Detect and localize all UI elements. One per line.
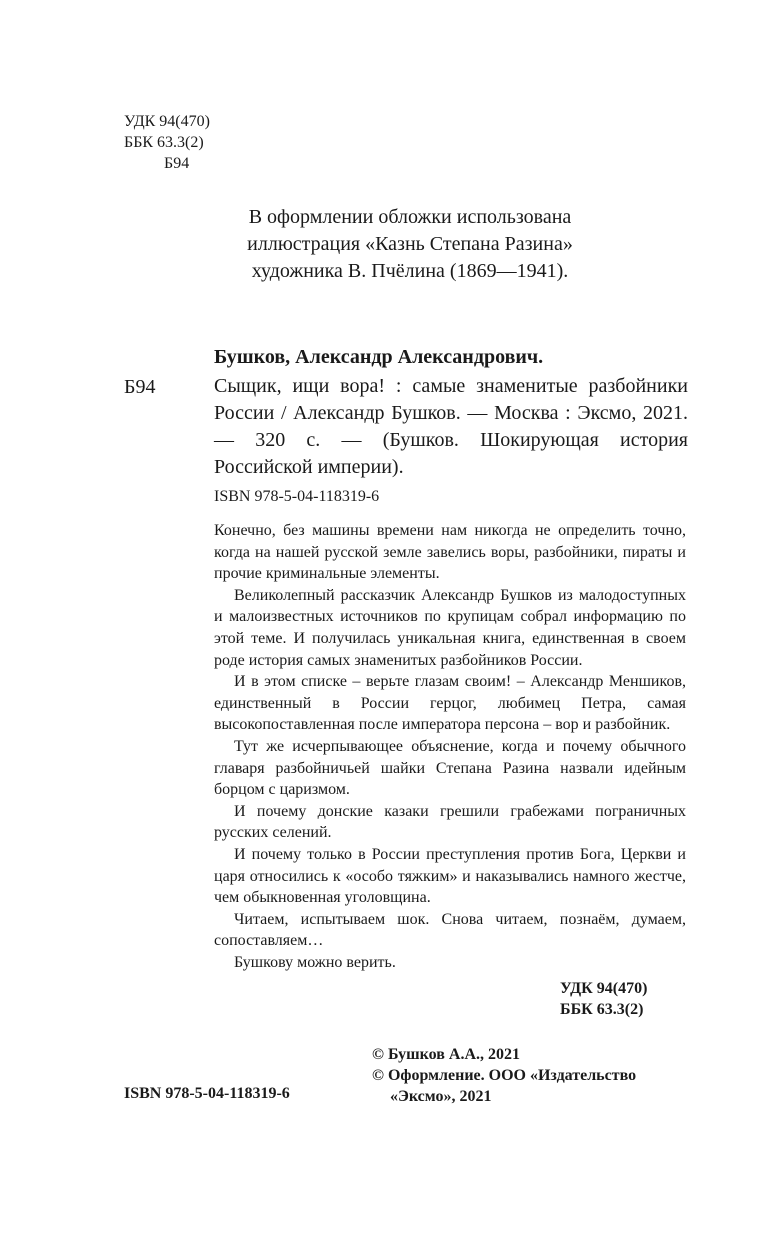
udk-code: УДК 94(470): [560, 980, 648, 997]
author-mark: Б94: [164, 155, 190, 172]
annotation-paragraph: Конечно, без машины времени нам никогда не определить точно, когда на нашей русской земле завелись воры, разбойники, пираты и прочие криминальные элементы.: [214, 522, 686, 583]
bbk-code: ББК 63.3(2): [124, 134, 204, 151]
udk-code: УДК 94(470): [124, 113, 210, 130]
isbn-record: ISBN 978-5-04-118319-6: [214, 488, 380, 505]
annotation-paragraph: Читаем, испытываем шок. Снова читаем, познаём, думаем, сопоставляем…: [214, 910, 686, 950]
annotation-paragraph: Бушкову можно верить.: [234, 953, 396, 971]
annotation-paragraph: Великолепный рассказчик Александр Бушков из малодоступных и малоизвестных источников по крупицам собрал информацию по этой теме. И получилась уникальная книга, единственная в своем роде история самых знаменитых разбойников России.: [214, 586, 686, 669]
annotation-paragraph: И в этом списке – верьте глазам своим! – Александр Меншиков, единственный в России герцог, любимец Петра, самая высокопоставленная после императора персона – вор и разбойник.: [214, 673, 686, 734]
annotation-paragraph: И почему донские казаки грешили грабежами пограничных русских селений.: [214, 802, 686, 842]
bibliographic-description: Сыщик, ищи вора! : самые знаменитые разбойники России / Александр Бушков. — Москва : Эксмо, 2021. — 320 с. — (Бушков. Шокирующая история Российской империи).: [214, 375, 688, 478]
cover-note-line: иллюстрация «Казнь Степана Разина»: [247, 233, 573, 255]
isbn-bottom: ISBN 978-5-04-118319-6: [124, 1085, 290, 1102]
cover-note-line: В оформлении обложки использована: [248, 206, 572, 228]
bbk-code: ББК 63.3(2): [560, 1001, 644, 1018]
cover-note-line: художника В. Пчёлина (1869—1941).: [251, 260, 569, 282]
annotation: [214, 520, 686, 973]
copyright-design: © Оформление. ООО «Издательство: [372, 1067, 637, 1084]
copyright-design-cont: «Эксмо», 2021: [390, 1088, 492, 1105]
classification-codes: [124, 111, 210, 174]
copyright-block: [372, 1044, 636, 1107]
author-mark-side: Б94: [124, 376, 156, 398]
annotation-paragraph: И почему только в России преступления против Бога, Церкви и царя относились к «особо тяжким» и наказывались намного жестче, чем обыкновенная уголовщина.: [214, 845, 686, 907]
copyright-author: © Бушков А.А., 2021: [372, 1046, 520, 1063]
footer-classification-codes: [560, 978, 680, 1020]
author-heading: Бушков, Александр Александрович.: [214, 346, 544, 368]
cover-illustration-note: [150, 204, 670, 285]
annotation-paragraph: Тут же исчерпывающее объяснение, когда и почему обычного главаря разбойничьей шайки Степана Разина назвали идейным борцом с царизмом.: [214, 737, 686, 799]
